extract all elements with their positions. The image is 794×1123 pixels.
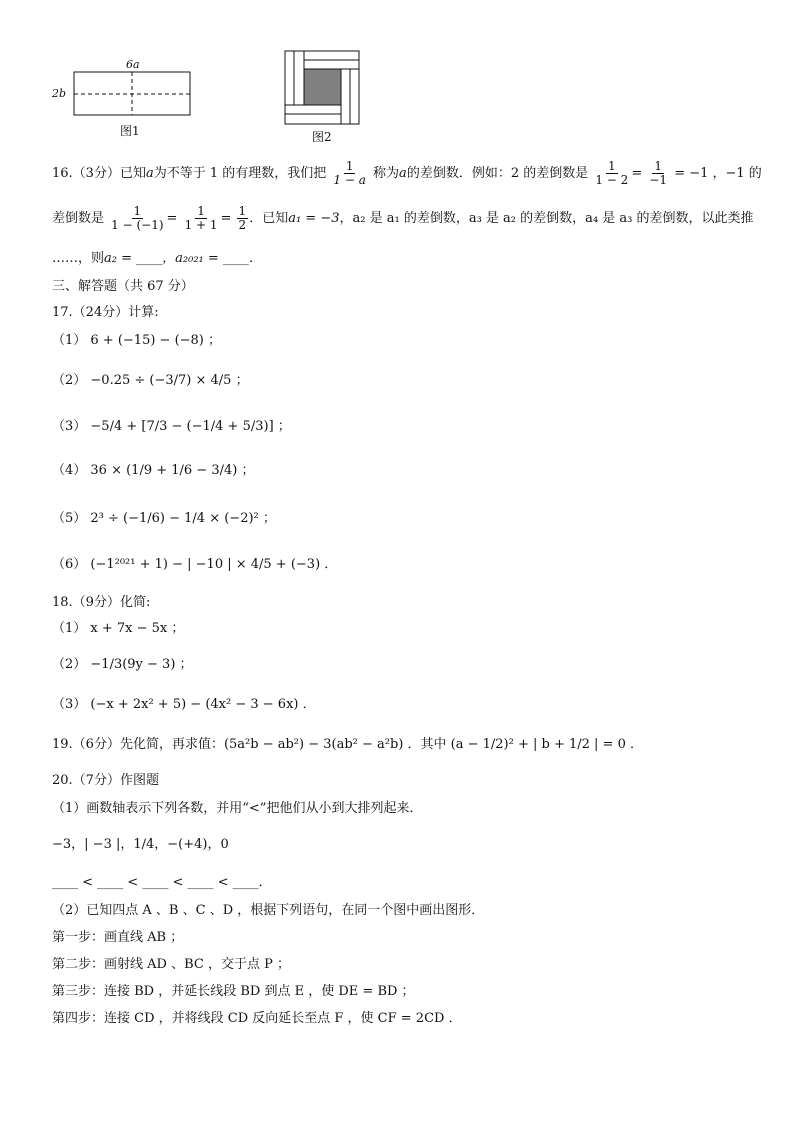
q16-head: 16.（3分）已知 [52, 166, 146, 181]
figure-1 [50, 58, 200, 138]
q16-example-4: $\frac{1}{1 + 1}$ [184, 204, 218, 232]
q16-example-5: $\frac{1}{2}$ [238, 204, 247, 232]
q20-step-4: 第四步：连接 CD ，并将线段 CD 反向延长至点 F ，使 CF = 2CD ． [52, 1011, 462, 1026]
q20-numbers: −3，| −3 |，1/4，−(+4)，0 [52, 837, 229, 852]
q19-text: 19.（6分）先化简，再求值：(5a²b − ab²) − 3(ab² − a²b) ．其中 (a − 1/2)² + | b + 1/2 | = 0 ． [52, 737, 643, 752]
q16-part3: 的差倒数．例如：2 的差倒数是 [406, 166, 589, 181]
q16-line-2: 差倒数是 $\frac{1}{1 - (-1)}$ = $\frac{1}{1 + 1}$ = $\frac{1}{2}$ ．已知a₁ = −3，a₂ 是 a₁ 的差倒数，a₃ 是 a₂ 的差倒数，a₄ 是 a₃ 的差倒数，以此类推 [52, 204, 754, 232]
q20-step-1: 第一步：画直线 AB ； [52, 930, 184, 945]
q17-item-3: （3） −5/4 + [7/3 − (−1/4 + 5/3)] ； [52, 419, 291, 434]
q16-line-1: 16.（3分）已知a为不等于 1 的有理数，我们把 $\frac{1}{1 - a}$ 称为a的差倒数．例如：2 的差倒数是 $\frac{1}{1 - 2}$ = $\frac{1}{-1}$ = −1 ，−1 的 [52, 159, 762, 187]
q17-item-6: （6） (−1²⁰²¹ + 1) − | −10 | × 4/5 + (−3) ． [52, 557, 338, 572]
q17-item-5: （5） 2³ ÷ (−1/6) − 1/4 × (−2)² ； [52, 511, 276, 526]
q16-l3a: ……，则 [52, 251, 105, 266]
q16-line-3 [52, 250, 262, 268]
q20-step-3: 第三步：连接 BD ，并延长线段 BD 到点 E ，使 DE = BD ； [52, 984, 415, 999]
q18-item-3: （3） (−x + 2x² + 5) − (4x² − 3 − 6x) ． [52, 697, 316, 712]
q16-example-2: $\frac{1}{-1}$ [649, 159, 668, 187]
q17-item-1: （1） 6 + (−15) − (−8) ； [52, 333, 222, 348]
q16-example-3: $\frac{1}{1 - (-1)}$ [111, 204, 164, 232]
q16-part2: 称为 [373, 166, 400, 181]
figure-2 [282, 50, 362, 145]
section-3-title: 三、解答题（共 67 分） [52, 279, 194, 294]
q20-step-2: 第二步：画射线 AD 、BC ，交于点 P ； [52, 957, 290, 972]
q16-part4: = −1 ，−1 的 [674, 166, 762, 181]
figure-1-caption: 图1 [120, 124, 140, 138]
q16-example-1: $\frac{1}{1 - 2}$ [595, 159, 629, 187]
q20-chain: ____ < ____ < ____ < ____ < ____． [52, 875, 272, 890]
q16-part1: 为不等于 1 的有理数，我们把 [153, 166, 327, 181]
q18-item-2: （2） −1/3(9y − 3) ； [52, 657, 193, 672]
q18-head: 18.（9分）化简: [52, 595, 151, 610]
q16-blank-a2021: a₂₀₂₁ = ____． [175, 251, 262, 266]
q18-item-1: （1） x + 7x − 5x ； [52, 621, 185, 636]
q16-l2d: ，a₂ 是 a₁ 的差倒数，a₃ 是 a₂ 的差倒数，a₄ 是 a₃ 的差倒数，以此类推 [339, 211, 754, 226]
q20-sub2: （2）已知四点 A 、B 、C 、D ，根据下列语句，在同一个图中画出图形． [52, 903, 485, 918]
q16-fraction: $\frac{1}{1 - a}$ [333, 159, 366, 187]
figure-1-top-label: 6a [126, 58, 140, 71]
q20-head: 20.（7分）作图题 [52, 773, 159, 788]
q20-sub1: （1）画数轴表示下列各数，并用“<”把他们从小到大排列起来． [52, 801, 423, 816]
q16-blank-a2: a₂ = ____， [104, 251, 176, 266]
figure-1-side-label: 2b [52, 87, 67, 100]
figure-2-caption: 图2 [312, 130, 332, 144]
q17-head: 17.（24分）计算: [52, 305, 159, 320]
q17-item-2: （2） −0.25 ÷ (−3/7) × 4/5 ； [52, 373, 249, 388]
figure-2-drawing [282, 50, 362, 128]
q16-l2b: ．已知 [249, 211, 289, 226]
q16-l2a: 差倒数是 [52, 211, 105, 226]
q17-item-4: （4） 36 × (1/9 + 1/6 − 3/4) ； [52, 463, 255, 478]
q16-l2c: a₁ = −3 [288, 211, 340, 226]
